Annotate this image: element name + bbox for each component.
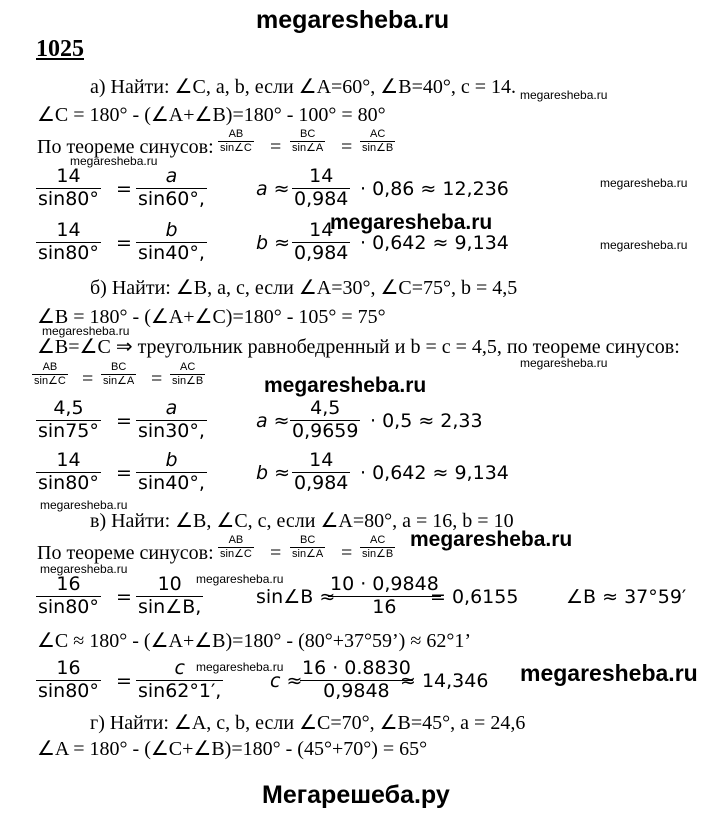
watermark: megaresheba.ru [520,88,608,102]
a-res1-frac: 14 0,984 [294,165,349,210]
part-c-task: в) Найти: ∠B, ∠C, c, если ∠A=80°, a = 16, b = 10 [90,510,514,532]
watermark-large: megaresheba.ru [264,374,427,397]
part-d-task: г) Найти: ∠A, c, b, если ∠C=70°, ∠B=45°, a = 24,6 [90,712,526,734]
a-res2-tail: · 0,642 ≈ 9,134 [360,232,509,254]
a-res2-frac: 14 0,984 [294,219,349,264]
law-frac-ab: AB sin∠C [220,128,252,154]
c-res1-frac: 10 · 0,9848 16 [330,573,439,618]
problem-number: 1025 [36,36,84,62]
c-res2-frac: 16 · 0.8830 0,9848 [302,657,411,702]
b-res2-var: b ≈ [256,462,291,484]
law-frac-ac: AC sin∠B [362,128,394,154]
a-res1-tail: · 0,86 ≈ 12,236 [360,178,509,200]
c-res1-tail: = 0,6155 [430,586,519,608]
part-a-angle-c: ∠C = 180° - (∠A+∠B)=180° - 100° = 80° [37,104,386,126]
c-eq2-right: c sin62°1′, [138,657,222,702]
c-res2-tail: ≈ 14,346 [400,670,489,692]
watermark: megaresheba.ru [70,154,158,168]
watermark: megaresheba.ru [42,324,130,338]
c-res1-angle: ∠B ≈ 37°59′ [566,586,687,608]
b-res2-frac: 14 0,984 [294,449,349,494]
part-b-task: б) Найти: ∠B, a, c, если ∠A=30°, ∠C=75°, b = 4,5 [90,277,518,299]
b-eq1-left: 4,5 sin75° [38,397,99,442]
law-frac-ab: AB sin∠C [220,534,252,560]
b-res1-var: a ≈ [256,410,290,432]
watermark: megaresheba.ru [600,176,688,190]
b-eq2-left: 14 sin80° [38,449,99,494]
watermark: megaresheba.ru [196,660,284,674]
part-b-angle-b: ∠B = 180° - (∠A+∠C)=180° - 105° = 75° [37,306,386,328]
part-d-angle-a: ∠A = 180° - (∠C+∠B)=180° - (45°+70°) = 65° [37,738,428,760]
part-b-note: ∠B=∠C ⇒ треугольник равнобедренный и b = c = 4,5, по теореме синусов: [37,336,680,358]
law-frac-ac: AC sin∠B [172,361,204,387]
watermark: megaresheba.ru [40,562,128,576]
law-frac-bc: BC sin∠A [103,361,135,387]
c-eq2-left: 16 sin80° [38,657,99,702]
watermark: megaresheba.ru [196,572,284,586]
a-eq1-left: 14 sin80° [38,165,99,210]
b-eq1-right: a sin30°, [138,397,205,442]
site-footer: Мегарешеба.ру [262,781,450,809]
part-c-law-label: По теореме синусов: [37,542,214,564]
watermark-large: megaresheba.ru [520,660,698,686]
watermark: megaresheba.ru [600,238,688,252]
watermark-large: megaresheba.ru [410,528,573,551]
watermark: megaresheba.ru [40,498,128,512]
a-res2-var: b ≈ [256,232,291,254]
watermark: megaresheba.ru [520,356,608,370]
b-res2-tail: · 0,642 ≈ 9,134 [360,462,509,484]
a-res1-var: a ≈ [256,178,290,200]
site-header: megaresheba.ru [256,6,450,34]
c-res2-var: c ≈ [270,670,303,692]
law-frac-bc: BC sin∠A [292,534,324,560]
b-eq2-right: b sin40°, [138,449,205,494]
a-eq1-right: a sin60°, [138,165,205,210]
watermark-large: megaresheba.ru [330,211,493,234]
c-eq1-right: 10 sin∠B, [138,573,202,618]
law-frac-bc: BC sin∠A [292,128,324,154]
law-frac-ac: AC sin∠B [362,534,394,560]
b-res1-tail: · 0,5 ≈ 2,33 [370,410,483,432]
law-frac-ab: AB sin∠C [34,361,66,387]
b-res1-frac: 4,5 0,9659 [292,397,359,442]
c-res1-var: sin∠B ≈ [256,586,336,608]
part-c-angle-c: ∠C ≈ 180° - (∠A+∠B)=180° - (80°+37°59’) ≈ 62°1’ [37,630,471,652]
part-a-task: а) Найти: ∠C, a, b, если ∠A=60°, ∠B=40°, c = 14. [90,76,516,98]
a-eq2-left: 14 sin80° [38,219,99,264]
part-a-law-label: По теореме синусов: [37,136,214,158]
c-eq1-left: 16 sin80° [38,573,99,618]
a-eq2-right: b sin40°, [138,219,205,264]
